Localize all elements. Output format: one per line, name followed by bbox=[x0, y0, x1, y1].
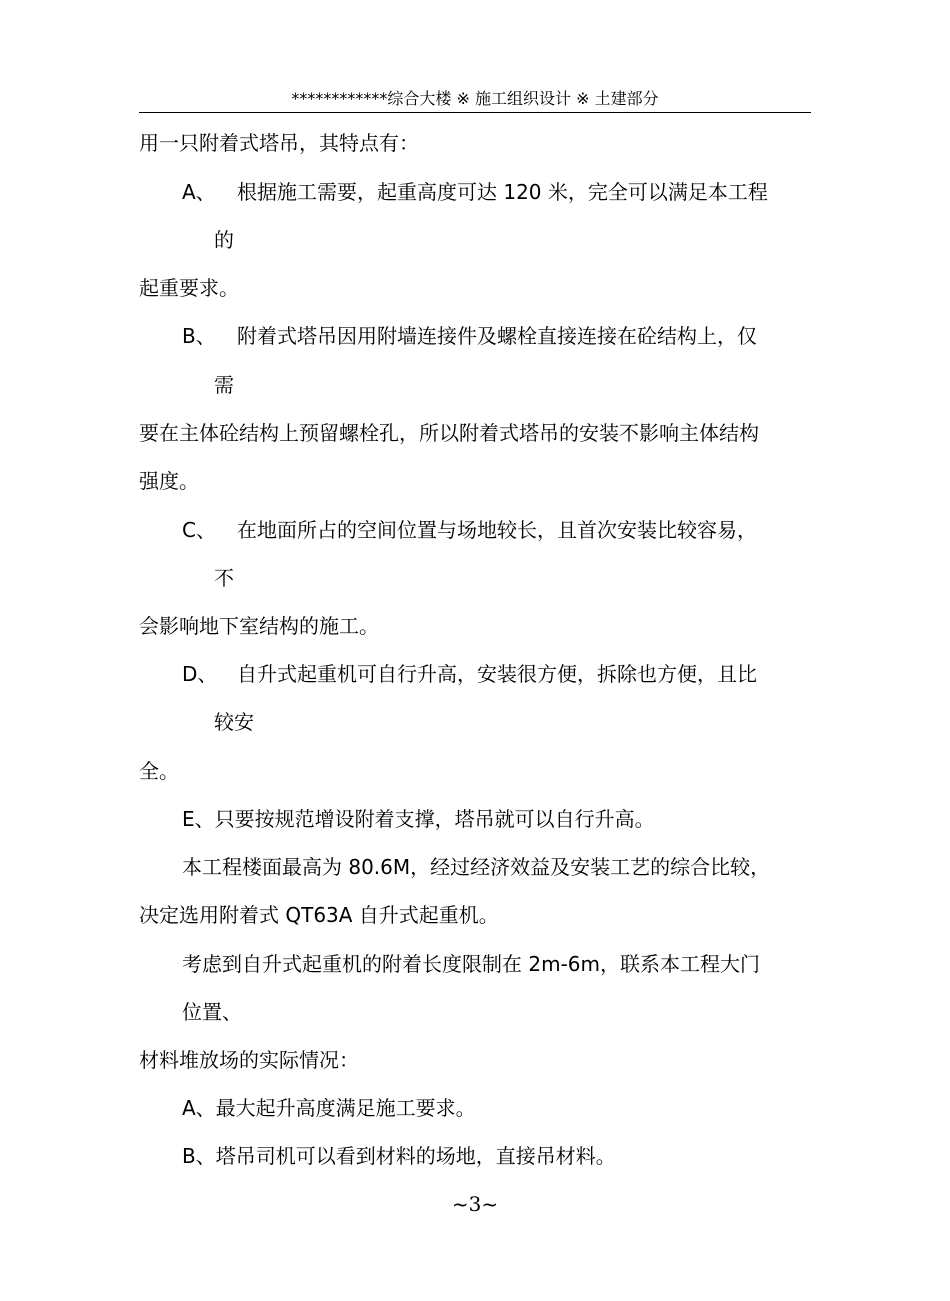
item-a-label: A、 bbox=[182, 180, 216, 204]
requirement-a: A、最大起升高度满足施工要求。 bbox=[182, 1096, 476, 1120]
item-b-line2: 需 bbox=[214, 373, 234, 397]
requirement-b: B、塔吊司机可以看到材料的场地，直接吊材料。 bbox=[182, 1144, 616, 1168]
item-b-line1: 附着式塔吊因用附墙连接件及螺栓直接连接在砼结构上，仅 bbox=[237, 324, 757, 348]
item-a-line1: 根据施工需要，起重高度可达 120 米，完全可以满足本工程 bbox=[237, 180, 768, 204]
paragraph-2-line2: 位置、 bbox=[182, 1000, 242, 1024]
item-e-line: E、只要按规范增设附着支撑，塔吊就可以自行升高。 bbox=[182, 807, 655, 831]
paragraph-2-line1: 考虑到自升式起重机的附着长度限制在 2m-6m，联系本工程大门 bbox=[182, 952, 760, 976]
item-b-continuation-1: 要在主体砼结构上预留螺栓孔，所以附着式塔吊的安装不影响主体结构 bbox=[139, 421, 759, 445]
paragraph-1-line2: 决定选用附着式 QT63A 自升式起重机。 bbox=[139, 903, 499, 927]
item-d-line1: 自升式起重机可自行升高，安装很方便，拆除也方便，且比 bbox=[237, 662, 757, 686]
item-d-label: D、 bbox=[182, 662, 218, 686]
item-b-continuation-2: 强度。 bbox=[139, 469, 199, 493]
item-c-label: C、 bbox=[182, 518, 216, 542]
item-d-continuation: 全。 bbox=[139, 759, 179, 783]
running-header: ************综合大楼 ※ 施工组织设计 ※ 土建部分 bbox=[139, 86, 811, 113]
item-c-line2: 不 bbox=[214, 566, 234, 590]
item-a-line2: 的 bbox=[214, 228, 234, 252]
item-c-continuation: 会影响地下室结构的施工。 bbox=[139, 614, 379, 638]
paragraph-1-line1: 本工程楼面最高为 80.6M，经过经济效益及安装工艺的综合比较， bbox=[182, 855, 771, 879]
intro-line: 用一只附着式塔吊，其特点有： bbox=[139, 131, 419, 155]
page-number: ~3~ bbox=[451, 1192, 499, 1216]
item-b-label: B、 bbox=[182, 324, 216, 348]
item-c-line1: 在地面所占的空间位置与场地较长，且首次安装比较容易， bbox=[237, 518, 757, 542]
item-d-line2: 较安 bbox=[214, 710, 254, 734]
item-a-continuation: 起重要求。 bbox=[139, 276, 239, 300]
paragraph-2-line3: 材料堆放场的实际情况： bbox=[139, 1048, 359, 1072]
